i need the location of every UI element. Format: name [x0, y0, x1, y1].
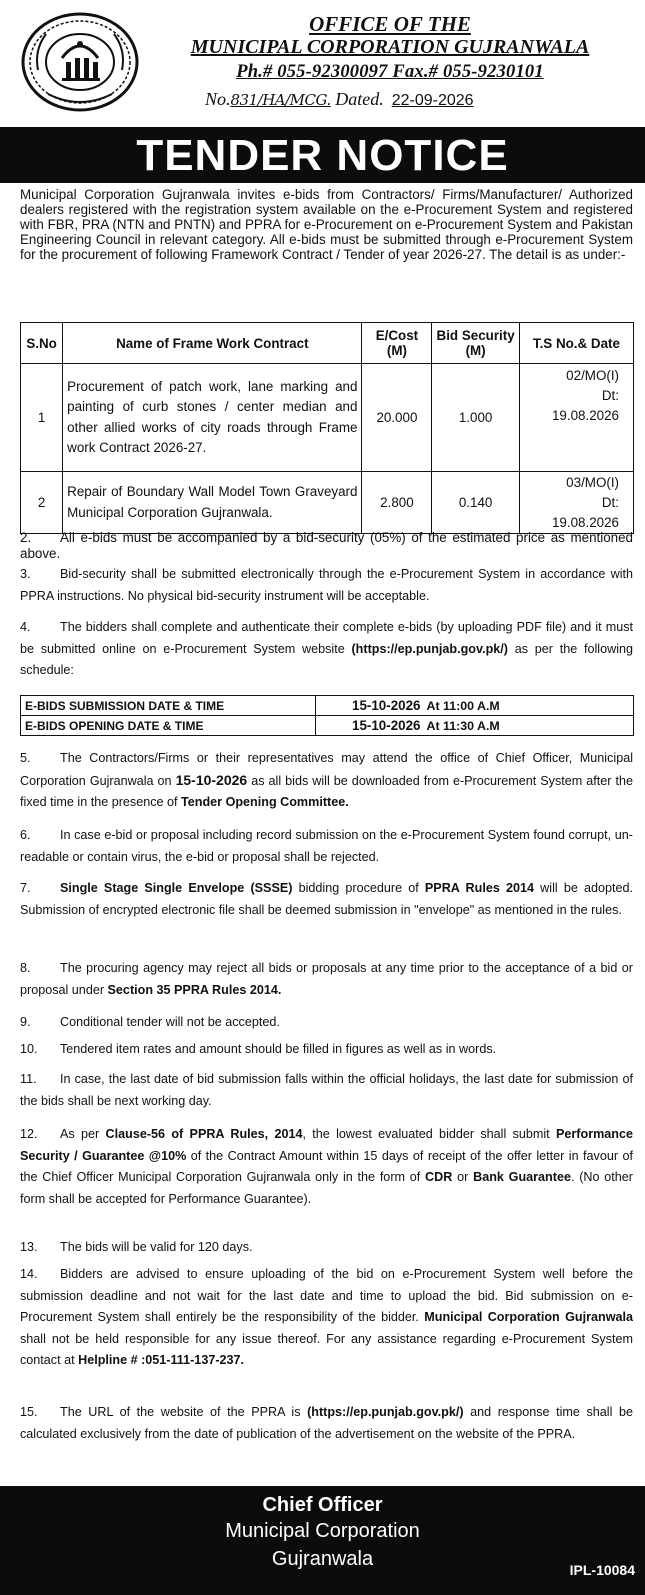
- row-name: Repair of Boundary Wall Model Town Graveyard Municipal Corporation Gujranwala.: [63, 472, 362, 534]
- ts-dt: Dt:: [601, 494, 619, 510]
- clause-10: 10. Tendered item rates and amount should be filled in figures as well as in words.: [20, 1042, 497, 1056]
- row-sno: 2: [21, 472, 63, 534]
- row-bid: 1.000: [432, 364, 519, 472]
- clause-4: 4. The bidders shall complete and authenticate their complete e-bids (by uploading PDF file) and it must be submitted online on e-Procurement System website (https://ep.punjab.gov.pk/) as per the following schedule:: [20, 620, 633, 677]
- clause-9: 9. Conditional tender will not be accepted.: [20, 1015, 280, 1029]
- footer-line3: Gujranwala: [271, 1548, 374, 1570]
- schedule-value: 15-10-2026 At 11:30 A.M: [316, 716, 634, 736]
- ts-date: 19.08.2026: [551, 408, 619, 423]
- clause-2: 2. All e-bids must be accompanied by a bid-security (05%) of the estimated price as mentioned above.: [20, 530, 633, 561]
- row-bid: 0.140: [432, 472, 519, 534]
- ts-date: 19.08.2026: [551, 514, 619, 530]
- table-row: [21, 364, 634, 472]
- municipal-seal-logo: [18, 10, 142, 114]
- no-label: No.: [205, 89, 231, 109]
- letterhead: [0, 0, 645, 126]
- ts-number: 03/MO(I): [566, 474, 619, 490]
- reference-line: [205, 89, 625, 110]
- ts-number: 02/MO(I): [566, 368, 619, 383]
- clause-8: 8. The procuring agency may reject all bids or proposals at any time prior to the acceptance of a bid or proposal under Section 35 PPRA Rules 2014.: [20, 961, 633, 997]
- dated-label: Dated.: [335, 89, 384, 109]
- corporation-name: MUNICIPAL CORPORATION GUJRANWALA: [190, 36, 590, 58]
- row-cost: 20.000: [362, 364, 432, 472]
- col-sno: S.No: [21, 323, 63, 364]
- intro-paragraph: Municipal Corporation Gujranwala invites e-bids from Contractors/ Firms/Manufacturer/ Authorized dealers registered with the registration system available on the e-Procurement System and registered with FBR, PRA (NTN and PNTN) and PPRA for e-Procurement on e-Procurement System and Pakistan Engineering Council in relevant category. All e-bids must be submitted through e-Procurement System for the procurement of following Framework Contract / Tender of year 2026-27. The detail is as under:-: [20, 187, 633, 263]
- clause-14: 14. Bidders are advised to ensure uploading of the bid on e-Procurement System well before the submission deadline and not wait for the last date and time to upload the bid. Bid submission on e-Procurement System shall entirely be the responsibility of the bidder. Municipal Corporation Gujranwala shall not be held responsible for any issue thereof. For any assistance regarding e-Procurement System contact at Helpline # :051-111-137-237.: [20, 1267, 633, 1367]
- ts-dt: Dt:: [601, 388, 619, 403]
- row-sno: 1: [21, 364, 63, 472]
- schedule-table: [20, 695, 634, 736]
- url-bold: (https://ep.punjab.gov.pk/): [351, 641, 508, 656]
- signature-footer: [0, 1486, 645, 1595]
- schedule-row: [21, 716, 634, 736]
- office-heading: OFFICE OF THE: [309, 12, 471, 36]
- clause-5: 5. The Contractors/Firms or their representatives may attend the office of Chief Officer, Municipal Corporation Gujranwala on 15-10-2026 as all bids will be downloaded from e-Procurement System after the fixed time in the presence of Tender Opening Committee.: [20, 751, 633, 809]
- row-cost: 2.800: [362, 472, 432, 534]
- clause-11: 11. In case, the last date of bid submission falls within the official holidays, the last date for submission of the bids shall be next working day.: [20, 1072, 633, 1108]
- clause-7: 7. Single Stage Single Envelope (SSSE) bidding procedure of PPRA Rules 2014 will be adopted. Submission of encrypted electronic file shall be deemed submission in "envelope" as mentioned in the rules.: [20, 881, 633, 917]
- schedule-value: 15-10-2026 At 11:00 A.M: [316, 696, 634, 716]
- footer-title: Chief Officer: [262, 1494, 383, 1516]
- schedule-label: E-BIDS OPENING DATE & TIME: [21, 716, 316, 736]
- notice-date: 22-09-2026: [391, 92, 474, 109]
- col-name: Name of Frame Work Contract: [63, 323, 362, 364]
- col-ts: T.S No.& Date: [519, 323, 633, 364]
- footer-line2: Municipal Corporation: [225, 1520, 420, 1542]
- table-row: [21, 472, 634, 534]
- col-cost: E/Cost (M): [362, 323, 432, 364]
- row-ts: [519, 364, 633, 472]
- clause-3: 3. Bid-security shall be submitted electronically through the e-Procurement System in accordance with PPRA instructions. No physical bid-security instrument will be acceptable.: [20, 567, 633, 603]
- ipl-reference: IPL-10084: [569, 1562, 635, 1578]
- schedule-row: [21, 696, 634, 716]
- handwritten-number: 831/HA/MCG.: [230, 91, 331, 109]
- clause-6: 6. In case e-bid or proposal including record submission on the e-Procurement System found corrupt, un-readable or contain virus, the e-bid or proposal shall be rejected.: [20, 828, 633, 864]
- row-ts: [519, 472, 633, 534]
- schedule-label: E-BIDS SUBMISSION DATE & TIME: [21, 696, 316, 716]
- contract-table: [20, 322, 634, 534]
- clause-13: 13. The bids will be valid for 120 days.: [20, 1240, 253, 1254]
- col-bid-security: Bid Security (M): [432, 323, 519, 364]
- phone-fax: Ph.# 055-92300097 Fax.# 055-9230101: [236, 62, 544, 82]
- clause-12: 12. As per Clause-56 of PPRA Rules, 2014, the lowest evaluated bidder shall submit Performance Security / Guarantee @10% of the Contract Amount within 15 days of receipt of the offer letter in favour of the Chief Officer Municipal Corporation Gujranwala only in the form of CDR or Bank Guarantee. (No other form shall be accepted for Performance Guarantee).: [20, 1127, 633, 1206]
- tender-notice-banner: TENDER NOTICE: [0, 127, 645, 183]
- clause-15: 15. The URL of the website of the PPRA is (https://ep.punjab.gov.pk/) and response time shall be calculated exclusively from the date of publication of the advertisement on the website of the PPRA.: [20, 1405, 633, 1441]
- row-name: Procurement of patch work, lane marking and painting of curb stones / center median and other allied works of city roads through Frame work Contract 2026-27.: [63, 364, 362, 472]
- table-header-row: [21, 323, 634, 364]
